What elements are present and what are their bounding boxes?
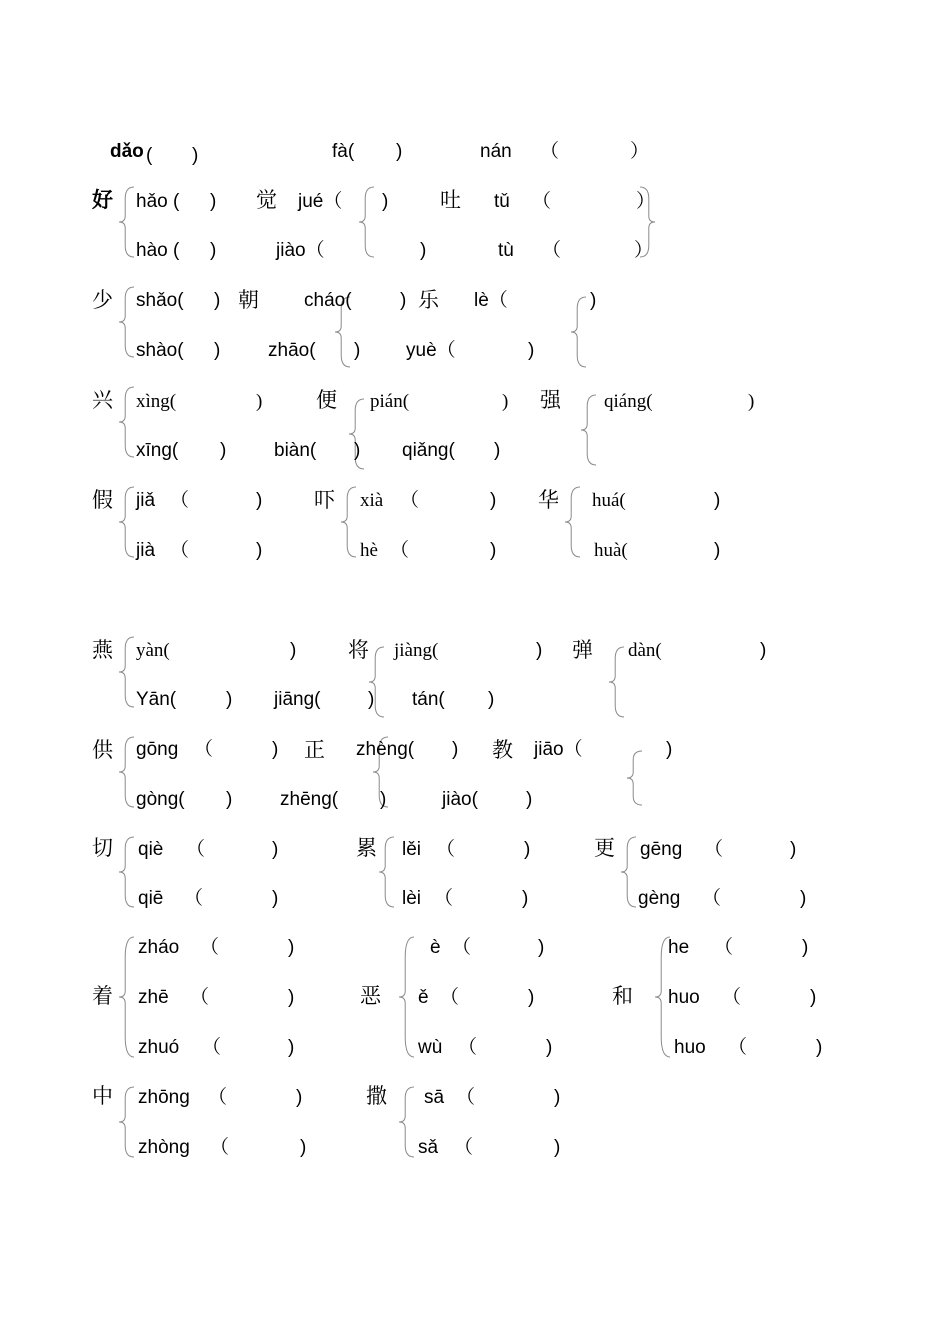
answer-paren: （: [452, 937, 472, 958]
pinyin-reading: zhāo(: [268, 340, 316, 361]
brace-dan: [608, 646, 624, 718]
brace-geng: [620, 836, 636, 908]
answer-paren: ): [800, 888, 807, 909]
character-e: 恶: [360, 984, 381, 1008]
pinyin-reading: dǎo: [110, 141, 144, 162]
answer-paren: （: [532, 191, 552, 212]
pinyin-reading: zhēng(: [280, 789, 339, 810]
character-dan: 弹: [572, 638, 593, 662]
character-hua: 华: [538, 488, 559, 512]
pinyin-reading: lěi: [402, 839, 422, 860]
answer-paren: （: [702, 888, 722, 909]
answer-paren: （: [390, 540, 410, 561]
character-qiang: 强: [540, 388, 561, 412]
pinyin-reading: zhē: [138, 987, 169, 1008]
pinyin-reading: fà(: [332, 141, 355, 162]
answer-paren: ): [272, 888, 279, 909]
pinyin-reading: shào(: [136, 340, 184, 361]
answer-paren: （: [456, 1087, 476, 1108]
answer-paren: （: [704, 839, 724, 860]
answer-paren: ): [538, 937, 545, 958]
answer-paren: ): [714, 490, 721, 511]
answer-paren: ): [256, 540, 263, 561]
brace-zhong: [118, 1086, 134, 1158]
pinyin-reading: zhòng: [138, 1137, 190, 1158]
pinyin-reading: qiǎng(: [402, 440, 455, 461]
answer-paren: ): [288, 1037, 295, 1058]
character-he: 和: [612, 984, 633, 1008]
character-xing: 兴: [92, 388, 113, 412]
answer-paren: ): [296, 1087, 303, 1108]
answer-paren: ): [714, 540, 721, 561]
answer-paren: ): [354, 340, 361, 361]
pinyin-reading: è: [430, 937, 441, 958]
character-hao: 好: [92, 188, 113, 212]
pinyin-reading: jiǎ: [136, 490, 156, 511]
brace-yan: [118, 636, 134, 708]
pinyin-reading: jiào(: [442, 789, 478, 810]
pinyin-reading: tǔ: [494, 191, 510, 212]
answer-paren: （: [714, 937, 734, 958]
answer-paren: ): [490, 540, 497, 561]
pinyin-reading: gēng: [640, 839, 683, 860]
pinyin-reading: hè: [360, 540, 378, 561]
pinyin-reading: huà(: [594, 540, 628, 561]
answer-paren: ）: [634, 240, 654, 261]
pinyin-reading: nán: [480, 141, 512, 162]
answer-paren: ): [452, 739, 459, 760]
answer-paren: ): [802, 937, 809, 958]
pinyin-reading: he: [668, 937, 690, 958]
answer-paren: （: [722, 987, 742, 1008]
brace-sa: [398, 1086, 414, 1158]
answer-paren: ): [528, 987, 535, 1008]
character-jiang: 将: [348, 638, 369, 662]
pinyin-reading: tù: [498, 240, 514, 261]
pinyin-reading: biàn(: [274, 440, 317, 461]
pinyin-reading: xià: [360, 490, 384, 511]
answer-paren: ): [210, 191, 217, 212]
pinyin-reading: cháo(: [304, 290, 352, 311]
answer-paren: （: [400, 490, 420, 511]
answer-paren: ): [220, 440, 227, 461]
pinyin-reading: wù: [418, 1037, 443, 1058]
answer-paren: ): [214, 340, 221, 361]
answer-paren: ): [666, 739, 673, 760]
answer-paren: ): [226, 689, 233, 710]
pinyin-reading: huá(: [592, 490, 626, 511]
answer-paren: ): [300, 1137, 307, 1158]
answer-paren: ): [546, 1037, 553, 1058]
pinyin-reading: huo: [668, 987, 700, 1008]
pinyin-reading: jiāng(: [274, 689, 321, 710]
answer-paren: ): [490, 490, 497, 511]
pinyin-reading: qiè: [138, 839, 164, 860]
answer-paren: ): [400, 290, 407, 311]
character-geng: 更: [594, 836, 615, 860]
pinyin-reading: hǎo (: [136, 191, 180, 212]
pinyin-reading: gèng: [638, 888, 681, 909]
answer-paren: ): [288, 987, 295, 1008]
answer-paren: （: [540, 141, 560, 162]
character-lei: 累: [356, 836, 377, 860]
answer-paren: ): [536, 640, 543, 661]
brace-hua: [564, 486, 580, 558]
character-jue: 觉: [256, 188, 277, 212]
character-shao: 少: [92, 288, 113, 312]
character-zhe: 着: [92, 984, 113, 1008]
pinyin-reading: jiào（: [276, 240, 325, 261]
answer-paren: ): [272, 839, 279, 860]
pinyin-reading: jiāo（: [534, 739, 583, 760]
answer-paren: （: [728, 1037, 748, 1058]
answer-paren: ）: [630, 141, 650, 162]
answer-paren: （: [170, 490, 190, 511]
answer-paren: ): [290, 640, 297, 661]
character-zheng: 正: [304, 738, 325, 762]
answer-paren: （: [186, 839, 206, 860]
answer-paren: ): [380, 789, 387, 810]
answer-paren: ): [192, 145, 199, 166]
character-tu: 吐: [440, 188, 461, 212]
character-le: 乐: [418, 288, 439, 312]
answer-paren: （: [454, 1137, 474, 1158]
character-sa: 撒: [366, 1084, 387, 1108]
answer-paren: （: [190, 987, 210, 1008]
answer-paren: ): [368, 689, 375, 710]
pinyin-reading: hào (: [136, 240, 180, 261]
pinyin-reading: ě: [418, 987, 429, 1008]
pinyin-reading: sā: [424, 1087, 445, 1108]
answer-paren: （: [436, 839, 456, 860]
pinyin-reading: shǎo(: [136, 290, 184, 311]
answer-paren: （: [542, 240, 562, 261]
character-bian: 便: [316, 388, 337, 412]
pinyin-reading: Yān(: [136, 689, 177, 710]
brace-le: [570, 296, 586, 368]
character-xia: 吓: [314, 488, 335, 512]
pinyin-reading: jué（: [298, 191, 343, 212]
brace-zhe: [118, 936, 134, 1058]
pinyin-reading: yuè（: [406, 340, 456, 361]
pinyin-reading: sǎ: [418, 1137, 439, 1158]
character-chao: 朝: [238, 288, 259, 312]
pinyin-reading: xìng(: [136, 391, 177, 412]
answer-paren: ): [272, 739, 279, 760]
brace-gong: [118, 736, 134, 808]
answer-paren: （: [210, 1137, 230, 1158]
answer-paren: ): [810, 987, 817, 1008]
pinyin-reading: lè（: [474, 290, 508, 311]
answer-paren: ): [396, 141, 403, 162]
character-qie: 切: [92, 836, 113, 860]
answer-paren: （: [440, 987, 460, 1008]
pinyin-reading: jià: [136, 540, 156, 561]
answer-paren: (: [146, 145, 153, 166]
answer-paren: ): [748, 391, 755, 412]
pinyin-reading: xīng(: [136, 440, 179, 461]
pinyin-reading: zhōng: [138, 1087, 190, 1108]
answer-paren: ): [494, 440, 501, 461]
character-gong: 供: [92, 738, 113, 762]
pinyin-reading: gōng: [136, 739, 179, 760]
answer-paren: （: [434, 888, 454, 909]
brace-e: [398, 936, 414, 1058]
brace-jue: [358, 186, 374, 258]
pinyin-reading: qiē: [138, 888, 164, 909]
pinyin-reading: jiàng(: [394, 640, 439, 661]
brace-qie: [118, 836, 134, 908]
answer-paren: ): [522, 888, 529, 909]
answer-paren: ): [354, 440, 361, 461]
answer-paren: （: [170, 540, 190, 561]
pinyin-reading: huo: [674, 1037, 706, 1058]
answer-paren: ): [256, 490, 263, 511]
answer-paren: ): [524, 839, 531, 860]
brace-xia: [340, 486, 356, 558]
answer-paren: （: [184, 888, 204, 909]
answer-paren: （: [194, 739, 214, 760]
pinyin-reading: tán(: [412, 689, 445, 710]
answer-paren: ): [590, 290, 597, 311]
answer-paren: ): [790, 839, 797, 860]
brace-jiao: [626, 750, 642, 806]
answer-paren: ): [288, 937, 295, 958]
brace-jia: [118, 486, 134, 558]
brace-qiang: [580, 394, 596, 466]
pinyin-reading: gòng(: [136, 789, 185, 810]
pinyin-reading: zhèng(: [356, 739, 415, 760]
answer-paren: ): [488, 689, 495, 710]
character-jia: 假: [92, 488, 113, 512]
answer-paren: （: [202, 1037, 222, 1058]
answer-paren: ): [210, 240, 217, 261]
answer-paren: （: [200, 937, 220, 958]
character-zhong: 中: [92, 1084, 113, 1108]
answer-paren: ): [214, 290, 221, 311]
answer-paren: ）: [636, 191, 656, 212]
answer-paren: ): [554, 1137, 561, 1158]
answer-paren: ): [420, 240, 427, 261]
answer-paren: ): [760, 640, 767, 661]
pinyin-reading: dàn(: [628, 640, 662, 661]
answer-paren: ): [526, 789, 533, 810]
pinyin-reading: lèi: [402, 888, 422, 909]
answer-paren: ): [528, 340, 535, 361]
answer-paren: ): [502, 391, 509, 412]
pinyin-reading: yàn(: [136, 640, 170, 661]
brace-shao: [118, 286, 134, 358]
pinyin-reading: zhuó: [138, 1037, 180, 1058]
character-yan: 燕: [92, 638, 113, 662]
pinyin-reading: zháo: [138, 937, 180, 958]
answer-paren: ): [226, 789, 233, 810]
answer-paren: ): [816, 1037, 823, 1058]
character-jiao: 教: [492, 738, 513, 762]
brace-hao: [118, 186, 134, 258]
answer-paren: ): [256, 391, 263, 412]
brace-xing: [118, 386, 134, 458]
pinyin-reading: qiáng(: [604, 391, 653, 412]
brace-lei: [378, 836, 394, 908]
answer-paren: （: [208, 1087, 228, 1108]
answer-paren: ): [382, 191, 389, 212]
answer-paren: ): [554, 1087, 561, 1108]
answer-paren: （: [458, 1037, 478, 1058]
pinyin-reading: pián(: [370, 391, 410, 412]
